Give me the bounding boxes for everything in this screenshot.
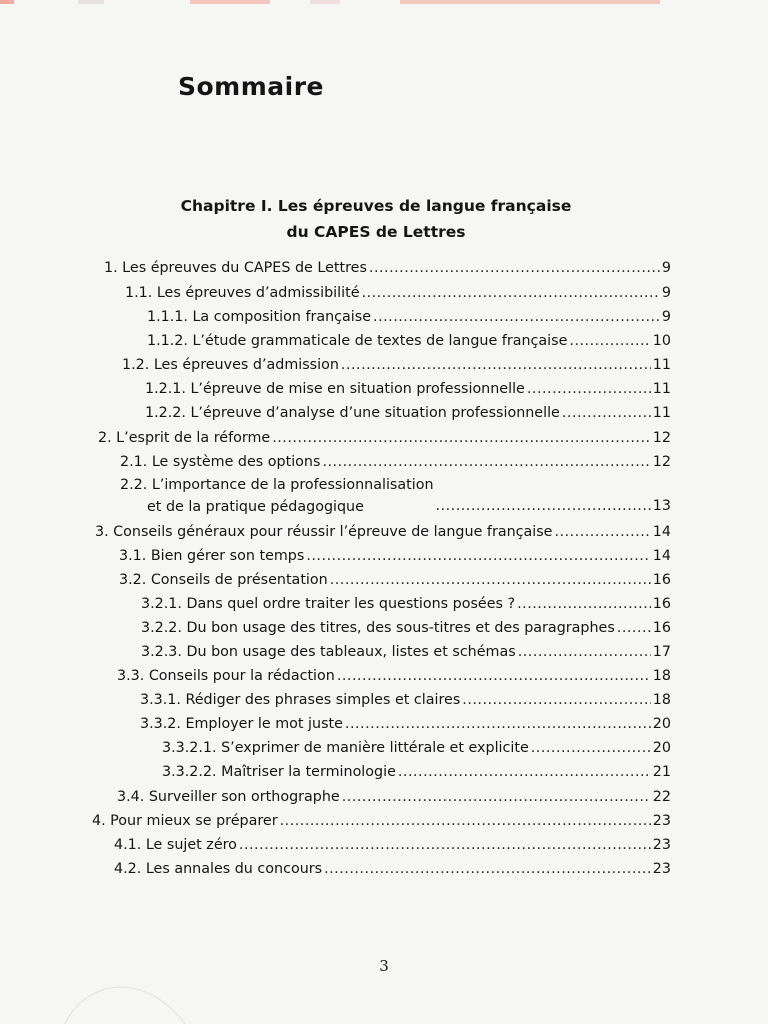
toc-entry-label: 1.2.2. L’épreuve d’analyse d’une situation professionnelle (145, 405, 560, 421)
toc-leader-dots (280, 809, 651, 833)
toc-entry-label: 1.1. Les épreuves d’admissibilité (125, 285, 360, 301)
toc-leader-dots (322, 450, 650, 474)
toc-entry[interactable] (145, 401, 671, 425)
chapter-title-line-2: du CAPES de Lettres (286, 223, 466, 241)
toc-entry-page: 12 (652, 454, 671, 470)
toc-leader-dots (398, 760, 651, 784)
toc-entry-label: 1.1.1. La composition française (147, 309, 372, 325)
toc-entry-page: 22 (652, 789, 671, 805)
toc-entry-label-line-2: et de la pratique pédagogique (147, 499, 364, 515)
page-number: 3 (379, 957, 389, 975)
toc-entry-label: 3.3. Conseils pour la rédaction (117, 668, 335, 684)
toc-entry[interactable] (119, 568, 671, 592)
scan-corner-curve (55, 960, 195, 1024)
toc-entry-label: 1.2.1. L’épreuve de mise en situation professionnelle (145, 381, 525, 397)
toc-entry-label: 3.4. Surveiller son orthographe (117, 789, 340, 805)
toc-entry[interactable] (140, 712, 671, 736)
page-heading: Sommaire (178, 72, 325, 101)
toc-entry[interactable] (120, 474, 671, 518)
toc-entry[interactable] (122, 353, 671, 377)
toc-leader-dots (239, 833, 651, 857)
toc-entry-page: 9 (661, 285, 671, 301)
toc-entry[interactable] (141, 592, 671, 616)
toc-entry-page: 12 (652, 430, 671, 446)
toc-leader-dots (306, 544, 650, 568)
toc-entry-page: 11 (652, 381, 671, 397)
toc-entry-page: 21 (652, 764, 671, 780)
toc-entry-label: 1. Les épreuves du CAPES de Lettres (104, 260, 367, 276)
toc-entry-page: 23 (652, 813, 671, 829)
toc-entry-page: 23 (652, 837, 671, 853)
toc-leader-dots (324, 857, 651, 881)
chapter-title-line-1: Chapitre I. Les épreuves de langue française (180, 197, 572, 215)
toc-entry-page: 14 (652, 524, 671, 540)
toc-entry[interactable] (119, 544, 671, 568)
toc-entry-label: 3.3.2.2. Maîtriser la terminologie (162, 764, 396, 780)
toc-leader-dots (527, 377, 651, 401)
toc-entry[interactable] (145, 377, 671, 401)
toc-entry[interactable] (141, 616, 671, 640)
toc-entry-label: 2. L’esprit de la réforme (98, 430, 271, 446)
toc-entry[interactable] (98, 426, 671, 450)
toc-entry-page: 16 (652, 620, 671, 636)
toc-entry-page: 11 (652, 405, 671, 421)
toc-entry-page: 9 (661, 309, 671, 325)
toc-entry[interactable] (114, 857, 671, 881)
toc-entry[interactable] (117, 664, 671, 688)
toc-entry-label: 3.2.2. Du bon usage des titres, des sous-titres et des paragraphes (141, 620, 615, 636)
toc-entry[interactable] (140, 688, 671, 712)
toc-entry-label: 3.3.1. Rédiger des phrases simples et claires (140, 692, 461, 708)
toc-entry-label: 3.2. Conseils de présentation (119, 572, 328, 588)
toc-entry[interactable] (95, 520, 671, 544)
toc-leader-dots (531, 736, 651, 760)
toc-entry[interactable] (147, 329, 671, 353)
toc-entry-page: 18 (652, 668, 671, 684)
toc-entry-page: 16 (652, 596, 671, 612)
toc-entry-label: 3. Conseils généraux pour réussir l’épreuve de langue française (95, 524, 553, 540)
toc-leader-dots (342, 785, 651, 809)
toc-leader-dots (562, 401, 651, 425)
toc-entry[interactable] (114, 833, 671, 857)
toc-entry-label: 3.3.2.1. S’exprimer de manière littérale et explicite (162, 740, 529, 756)
toc-leader-dots (462, 688, 651, 712)
toc-entry[interactable] (141, 640, 671, 664)
toc-entry[interactable] (147, 305, 671, 329)
chapter-title (150, 193, 602, 245)
toc-entry-page: 11 (652, 357, 671, 373)
toc-entry-page: 10 (652, 333, 671, 349)
toc-leader-dots (330, 568, 651, 592)
toc-entry-page: 20 (652, 716, 671, 732)
toc-leader-dots (341, 353, 651, 377)
toc-entry[interactable] (120, 450, 671, 474)
toc-entry[interactable] (92, 809, 671, 833)
toc-entry-label: 4.2. Les annales du concours (114, 861, 323, 877)
toc-leader-dots (362, 281, 660, 305)
toc-entry[interactable] (125, 281, 671, 305)
toc-entry-page: 18 (652, 692, 671, 708)
toc-entry-label: 1.2. Les épreuves d’admission (122, 357, 339, 373)
toc-entry[interactable] (162, 760, 671, 784)
toc-entry-page: 17 (652, 644, 671, 660)
toc-leader-dots (518, 640, 651, 664)
toc-leader-dots (554, 520, 650, 544)
toc-leader-dots (337, 664, 651, 688)
toc-entry-label: 3.3.2. Employer le mot juste (140, 716, 343, 732)
toc-leader-dots (272, 426, 651, 450)
toc-entry-label (120, 474, 434, 518)
toc-entry-label: 4.1. Le sujet zéro (114, 837, 237, 853)
toc-leader-dots (517, 592, 651, 616)
toc-entry-page: 14 (652, 548, 671, 564)
toc-entry-label: 3.1. Bien gérer son temps (119, 548, 305, 564)
toc-entry-label: 4. Pour mieux se préparer (92, 813, 278, 829)
toc-entry-page: 20 (652, 740, 671, 756)
toc-leader-dots (569, 329, 650, 353)
toc-entry-label: 1.1.2. L’étude grammaticale de textes de langue française (147, 333, 568, 349)
toc-entry[interactable] (117, 785, 671, 809)
toc-leader-dots (373, 305, 660, 329)
toc-entry-page: 16 (652, 572, 671, 588)
toc-leader-dots (369, 256, 660, 280)
toc-entry-label: 2.1. Le système des options (120, 454, 321, 470)
toc-entry-label: 3.2.3. Du bon usage des tableaux, listes et schémas (141, 644, 516, 660)
toc-leader-dots (436, 494, 651, 518)
toc-leader-dots (345, 712, 651, 736)
toc-entry[interactable] (104, 256, 671, 280)
toc-entry-page: 23 (652, 861, 671, 877)
toc-entry-page: 13 (652, 498, 671, 514)
toc-entry[interactable] (162, 736, 671, 760)
toc-entry-page: 9 (661, 260, 671, 276)
top-edge-strip (0, 0, 768, 4)
toc-entry-label-line-1: 2.2. L’importance de la professionnalisation (120, 477, 434, 493)
toc-leader-dots (617, 616, 651, 640)
toc-entry-label: 3.2.1. Dans quel ordre traiter les questions posées ? (141, 596, 516, 612)
